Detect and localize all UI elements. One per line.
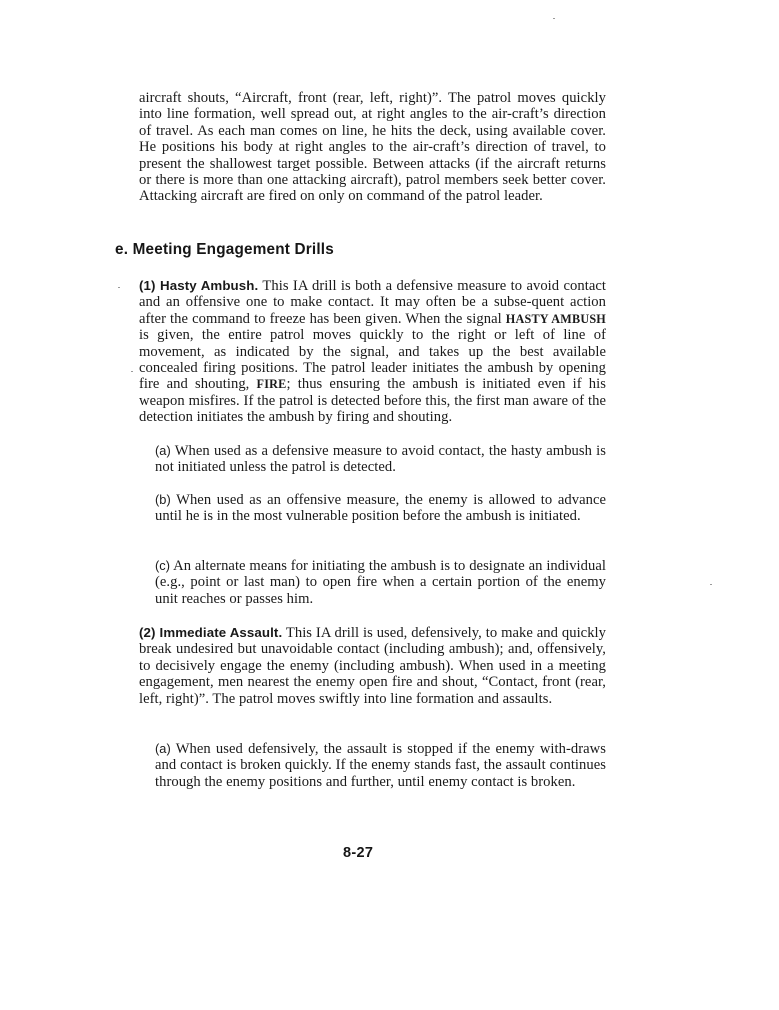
sub-a-text: When used as a defensive measure to avoid contact, the hasty ambush is not initiated unless the patrol is detected. [155,443,606,476]
sub-c-label: (c) [155,558,171,573]
section-heading: e. Meeting Engagement Drills [115,241,334,258]
intro-paragraph: aircraft shouts, “Aircraft, front (rear, left, right)”. The patrol moves quickly into line formation, well spread out, at right angles to the air-craft’s direction of travel. As each man comes on line, he hits the deck, using available cover. He positions his body at right angles to the air-craft’s direction of travel, to present the shallowest target possible. Between attacks (if the aircraft returns or there is more than one attacking aircraft), patrol members seek better cover. Attacking aircraft are fired on only on command of the patrol leader. [139,90,606,205]
sub-b-label: (b) [155,492,171,507]
assault-sub-a-label: (a) [155,741,171,756]
fire-command: FIRE [256,377,287,392]
immediate-assault-label: (2) Immediate Assault. [139,625,283,640]
hasty-ambush-signal: HASTY AMBUSH [505,311,606,326]
immediate-assault-text: This IA drill is used, defensively, to make and quickly break undesired but unavoidable contact (including ambush); and, offensively, to decisively engage the enemy (including ambush). When used in a meeting engagement, men nearest the enemy open fire and shout, “Contact, front (rear, left, right)”. The patrol moves swiftly into line formation and assaults. [139,625,607,707]
page-number: 8-27 [343,845,374,861]
sub-b-text: When used as an offensive measure, the enemy is allowed to advance until he is in the most vulnerable position before the ambush is initiated. [155,492,606,525]
hasty-ambush-text-3: ; thus ensuring the ambush is initiated even if his weapon misfires. If the patrol is detected before this, the first man aware of the detection initiates the ambush by firing and shouting. [139,376,606,426]
hasty-ambush-sub-a [155,443,606,476]
assault-sub-a-text: When used defensively, the assault is stopped if the enemy with-draws and contact is broken quickly. If the enemy stands fast, the assault continues through the enemy positions and further, until enemy contact is broken. [155,741,606,790]
hasty-ambush-text-2: is given, the entire patrol moves quickly to the right or left of line of movement, as indicated by the signal, and takes up the best available concealed firing positions. The patrol leader initiates the ambush by opening fire and shouting, [139,327,606,393]
hasty-ambush-label: (1) Hasty Ambush. [139,278,259,293]
scan-speck [553,18,555,19]
sub-a-label: (a) [155,443,171,458]
scan-speck [131,371,133,372]
immediate-assault-paragraph [139,625,606,707]
immediate-assault-sub-a [155,741,606,790]
hasty-ambush-paragraph [139,278,606,426]
sub-c-text: An alternate means for initiating the ambush is to designate an individual (e.g., point or last man) to open fire when a certain portion of the enemy unit reaches or passes him. [155,558,606,607]
hasty-ambush-text-1: This IA drill is both a defensive measure to avoid contact and an offensive one to make contact. It may often be a subse-quent action after the command to freeze has been given. When the signal [139,278,606,327]
scan-speck [710,584,712,585]
scan-speck [118,287,120,288]
hasty-ambush-sub-c [155,558,606,607]
hasty-ambush-sub-b [155,492,606,525]
